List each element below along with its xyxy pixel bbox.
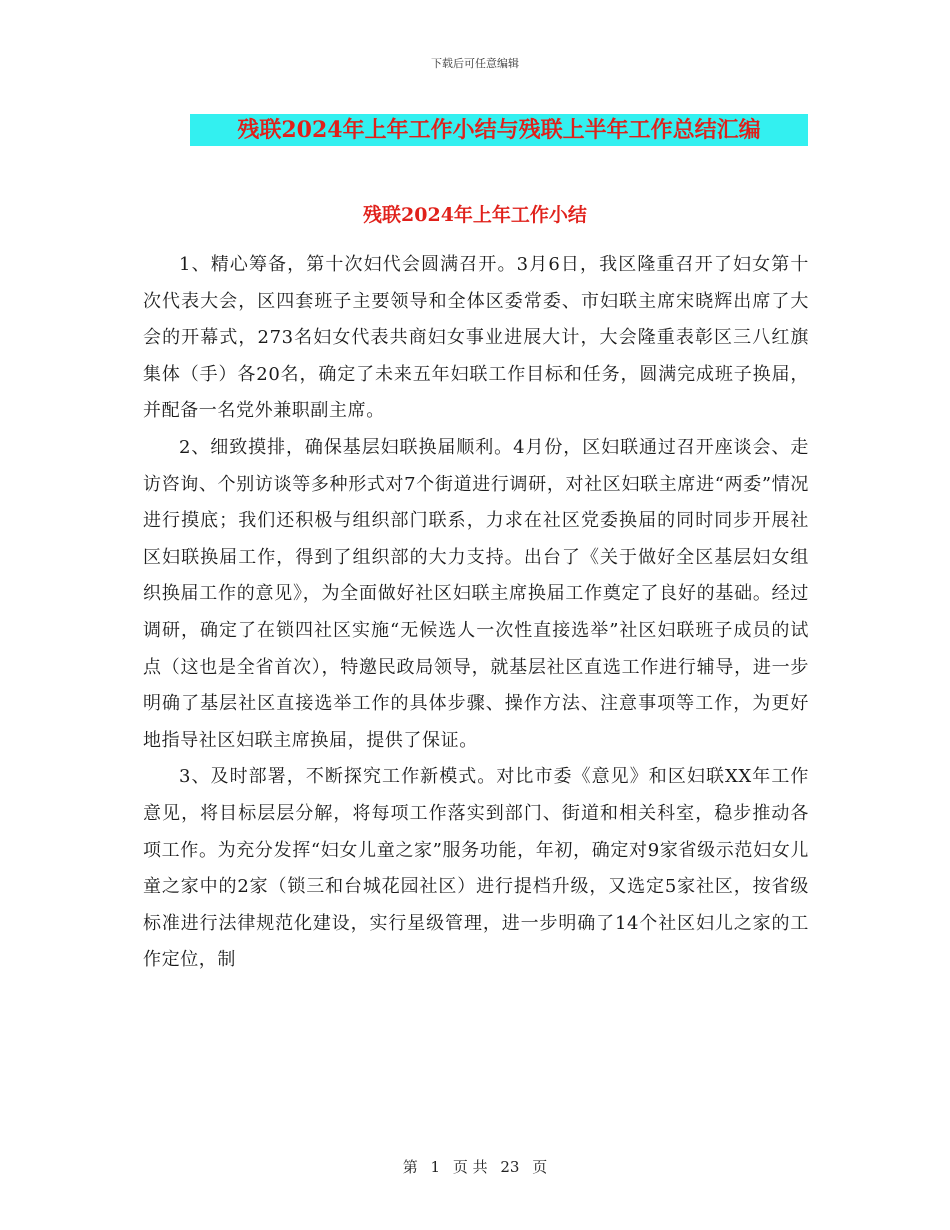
section-title: 残联2024年上年工作小结 <box>363 204 587 226</box>
paragraph-3: 3、及时部署，不断探究工作新模式。对比市委《意见》和区妇联XX年工作意见，将目标层层分解，将每项工作落实到部门、街道和相关科室，稳步推动各项工作。为充分发挥“妇女儿童之家”服务功能，年初，确定对9家省级示范妇女儿童之家中的2家（锁三和台城花园社区）进行提档升级，又选定5家社区，按省级标准进行法律规范化建设，实行星级管理，进一步明确了14个社区妇儿之家的工作定位，制 <box>143 766 809 971</box>
header-note: 下载后可任意编辑 <box>431 57 519 70</box>
footer-suffix: 页 <box>532 1158 548 1176</box>
footer-prefix: 第 <box>402 1158 418 1176</box>
footer-page-number: 1 <box>430 1158 441 1176</box>
paragraph-1: 1、精心筹备，第十次妇代会圆满召开。3月6日，我区隆重召开了妇女第十次代表大会，区四套班子主要领导和全体区委常委、市妇联主席宋晓辉出席了大会的开幕式，273名妇女代表共商妇女事业进展大计，大会隆重表彰区三八红旗集体（手）各20名，确定了未来五年妇联工作目标和任务，圆满完成班子换届，并配备一名党外兼职副主席。 <box>143 254 809 422</box>
paragraph-2: 2、细致摸排，确保基层妇联换届顺利。4月份，区妇联通过召开座谈会、走访咨询、个别访谈等多种形式对7个街道进行调研，对社区妇联主席进“两委”情况进行摸底；我们还积极与组织部门联系，力求在社区党委换届的同时同步开展社区妇联换届工作，得到了组织部的大力支持。出台了《关于做好全区基层妇女组织换届工作的意见》，为全面做好社区妇联主席换届工作奠定了良好的基础。经过调研，确定了在锁四社区实施“无候选人一次性直接选举”社区妇联班子成员的试点（这也是全省首次），特邀民政局领导，就基层社区直选工作进行辅导，进一步明确了基层社区直接选举工作的具体步骤、操作方法、注意事项等工作，为更好地指导社区妇联主席换届，提供了保证。 <box>143 436 809 751</box>
footer-middle: 页 共 <box>452 1158 488 1176</box>
footer-total-pages: 23 <box>500 1158 520 1176</box>
page-footer <box>0 1156 950 1177</box>
document-body <box>143 247 809 979</box>
document-title: 残联2024年上年工作小结与残联上半年工作总结汇编 <box>190 114 808 146</box>
